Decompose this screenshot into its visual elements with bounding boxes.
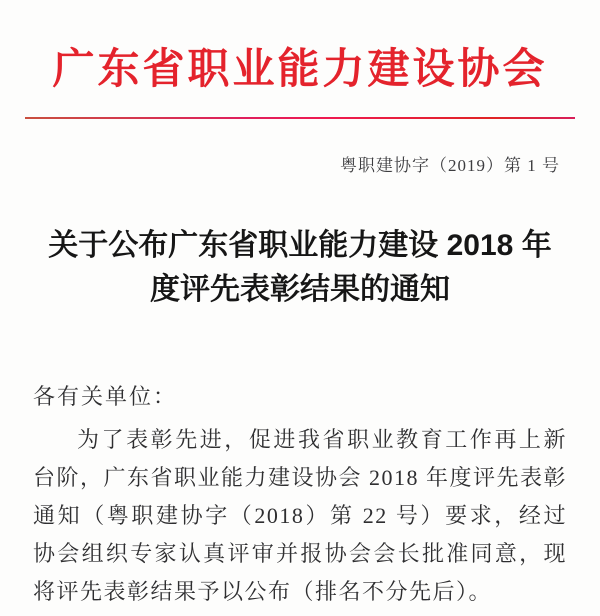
- document-number: 粤职建协字（2019）第 1 号: [340, 156, 560, 175]
- notice-title: [0, 224, 600, 312]
- body-paragraph: 为了表彰先进，促进我省职业教育工作再上新台阶，广东省职业能力建设协会 2018 年度评先表彰通知（粤职建协字（2018）第 22 号）要求，经过协会组织专家认真评审并报协会会长批准同意，现将评先表彰结果予以公布（排名不分先后）。: [33, 427, 568, 604]
- red-divider-line: [25, 117, 575, 119]
- salutation: 各有关单位：: [33, 384, 178, 409]
- letterhead-title: 广东省职业能力建设协会: [52, 45, 548, 92]
- notice-title-line-2: 度评先表彰结果的通知: [150, 273, 450, 306]
- notice-title-line-1: 关于公布广东省职业能力建设 2018 年: [48, 229, 552, 262]
